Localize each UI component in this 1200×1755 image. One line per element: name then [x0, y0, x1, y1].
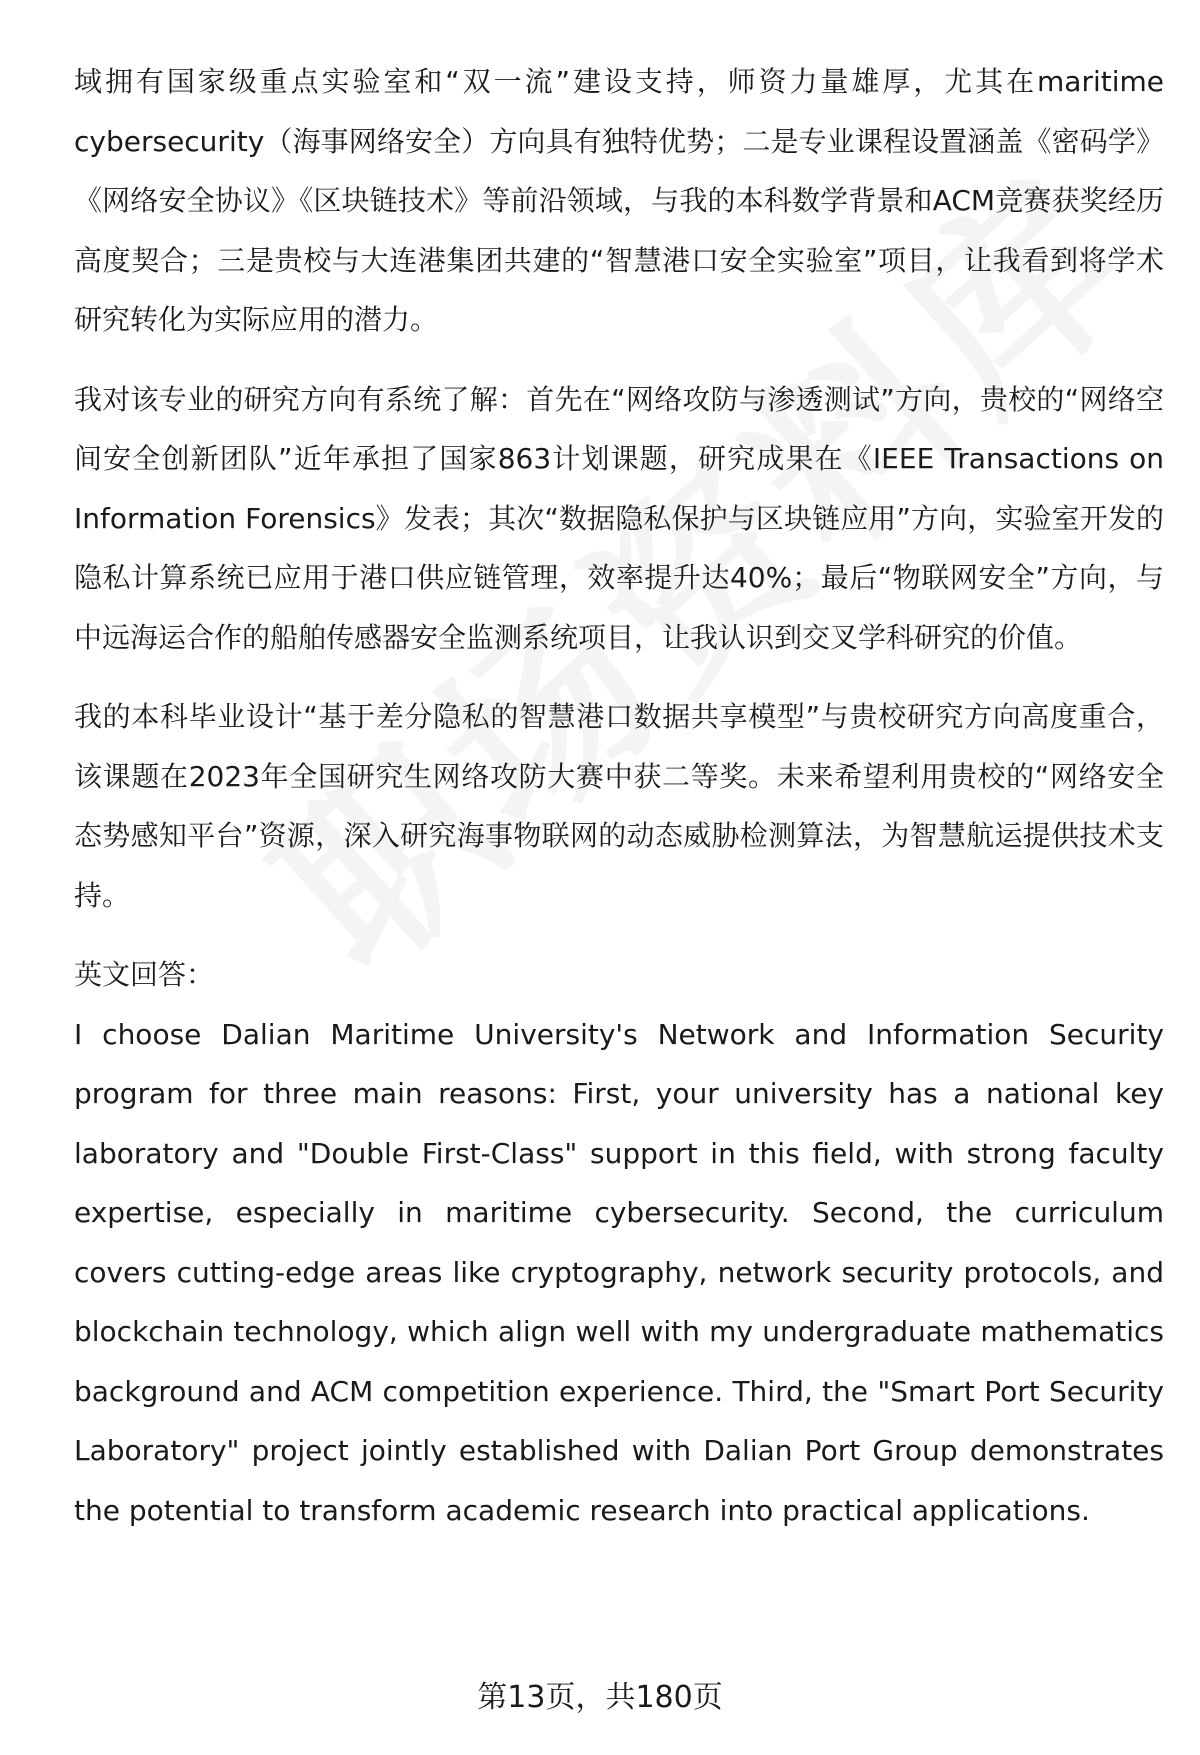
- paragraph-reasons-continued: 域拥有国家级重点实验室和“双一流”建设支持，师资力量雄厚，尤其在maritime cybersecurity（海事网络安全）方向具有独特优势；二是专业课程设置涵盖《密码学》《网络安全协议》《区块链技术》等前沿领域，与我的本科数学背景和ACM竞赛获奖经历高度契合；三是贵校与大连港集团共建的“智慧港口安全实验室”项目，让我看到将学术研究转化为实际应用的潜力。: [74, 65, 1164, 336]
- paragraph-thesis-plans: 我的本科毕业设计“基于差分隐私的智慧港口数据共享模型”与贵校研究方向高度重合，该课题在2023年全国研究生网络攻防大赛中获二等奖。未来希望利用贵校的“网络安全态势感知平台”资源，深入研究海事物联网的动态威胁检测算法，为智慧航运提供技术支持。: [74, 700, 1164, 912]
- document-body: [74, 52, 1164, 1560]
- page-number: 第13页，共180页: [477, 1680, 723, 1715]
- english-answer-label: 英文回答：: [74, 958, 215, 991]
- paragraph-english-answer: I choose Dalian Maritime University's Network and Information Security program for three main reasons: First, your university has a national key laboratory and "Double First-Class" support in this field, with strong faculty expertise, especially in maritime cybersecurity. Second, the curriculum covers cutting-edge areas like cryptography, network security protocols, and blockchain technology, which align well with my undergraduate mathematics background and ACM competition experience. Third, the "Smart Port Security Laboratory" project jointly established with Dalian Port Group demonstrates the potential to transform academic research into practical applications.: [74, 1017, 1164, 1527]
- paragraph-research-directions: 我对该专业的研究方向有系统了解：首先在“网络攻防与渗透测试”方向，贵校的“网络空间安全创新团队”近年承担了国家863计划课题，研究成果在《IEEE Transactions on Information Forensics》发表；其次“数据隐私保护与区块链应用”方向，实验室开发的隐私计算系统已应用于港口供应链管理，效率提升达40%；最后“物联网安全”方向，与中远海运合作的船舶传感器安全监测系统项目，让我认识到交叉学科研究的价值。: [74, 382, 1164, 654]
